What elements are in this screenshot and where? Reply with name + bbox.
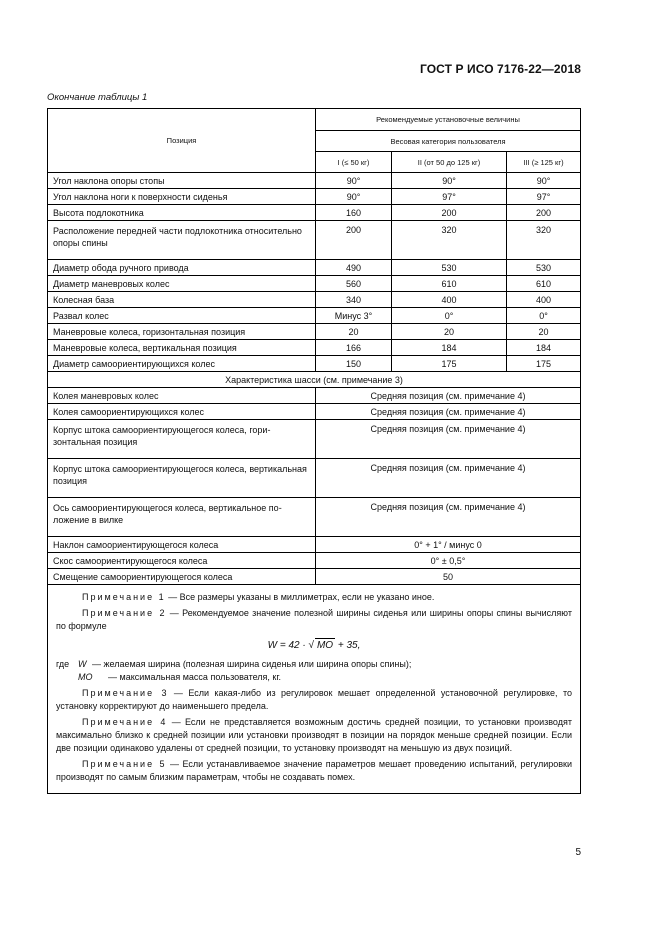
cell-value: 530 <box>392 260 507 276</box>
cell-value: 0° <box>392 308 507 324</box>
header-position: Позиция <box>48 109 316 173</box>
note-4 <box>56 716 572 755</box>
row-label: Скос самоориентирующегося колеса <box>48 553 316 569</box>
table-row <box>48 569 581 585</box>
table-row <box>48 205 581 221</box>
table-row <box>48 221 581 260</box>
where-w <box>56 658 572 671</box>
cell-value: 175 <box>392 356 507 372</box>
cell-value: 0° ± 0,5° <box>316 553 581 569</box>
cell-value: 97° <box>392 189 507 205</box>
note-text: — Если не представляется возможным достичь средней позиции, то установки производят максимально близко к средней позиции или установки производят в позиции на порядок меньше средней позиции. Если две позиции одинаково удалены от средней позиции, то установку производят на меньшую из двух позиций. <box>56 717 572 753</box>
cell-value: 90° <box>392 173 507 189</box>
cell-value: 90° <box>507 173 581 189</box>
cell-value: 20 <box>507 324 581 340</box>
table-row <box>48 388 581 404</box>
table-row <box>48 459 581 498</box>
notes-block <box>48 585 581 794</box>
row-label: Диаметр обода ручного привода <box>48 260 316 276</box>
note-label: Примечание 3 <box>82 688 169 698</box>
symbol-w-description: — желаемая ширина (полезная ширина сиденья или ширина опоры спины); <box>92 659 412 669</box>
row-label: Угол наклона опоры стопы <box>48 173 316 189</box>
cell-value: 90° <box>316 189 392 205</box>
note-2 <box>56 607 572 633</box>
cell-value: 340 <box>316 292 392 308</box>
row-label: Колея маневровых колес <box>48 388 316 404</box>
table-row <box>48 420 581 459</box>
symbol-mo-description: — максимальная масса пользователя, кг. <box>108 672 282 682</box>
symbol-mo: MO <box>78 672 93 682</box>
cell-value: Средняя позиция (см. примечание 4) <box>316 459 581 498</box>
cell-value: 175 <box>507 356 581 372</box>
note-text: — Если устанавливаемое значение параметров мешает проведению испытаний, регулировки производят по самым близким параметрам, чтобы не создавать помех. <box>56 759 572 782</box>
cell-value: Средняя позиция (см. примечание 4) <box>316 420 581 459</box>
symbol-w: W <box>78 659 87 669</box>
cell-value: 97° <box>507 189 581 205</box>
where-word: где <box>56 659 70 669</box>
header-weight-category: Весовая категория пользователя <box>316 131 581 152</box>
chassis-heading: Характеристика шасси (см. примечание 3) <box>48 372 581 388</box>
cell-value: 200 <box>316 221 392 260</box>
note-3 <box>56 687 572 713</box>
cell-value: 184 <box>507 340 581 356</box>
cell-value: Средняя позиция (см. примечание 4) <box>316 404 581 420</box>
row-label: Колея самоориентирующихся колес <box>48 404 316 420</box>
width-formula: W = 42 · √ MO + 35, <box>267 640 361 651</box>
cell-value: 400 <box>507 292 581 308</box>
cell-value: 20 <box>316 324 392 340</box>
header-category-1: I (≤ 50 кг) <box>316 152 392 173</box>
cell-value: 200 <box>507 205 581 221</box>
table-row <box>48 276 581 292</box>
table-row <box>48 404 581 420</box>
table-row <box>48 340 581 356</box>
cell-value: 610 <box>507 276 581 292</box>
notes-row <box>48 585 581 794</box>
table-row <box>48 553 581 569</box>
where-mo <box>56 671 572 684</box>
cell-value: 0° + 1° / минус 0 <box>316 537 581 553</box>
row-label: Угол наклона ноги к поверхности сиденья <box>48 189 316 205</box>
cell-value: 184 <box>392 340 507 356</box>
cell-value: 560 <box>316 276 392 292</box>
cell-value: 150 <box>316 356 392 372</box>
header-recommended: Рекомендуемые установочные величины <box>316 109 581 131</box>
formula-left: W = 42 · <box>267 640 309 651</box>
row-label: Развал колес <box>48 308 316 324</box>
row-label: Высота подлокотника <box>48 205 316 221</box>
table-row <box>48 356 581 372</box>
cell-value: 166 <box>316 340 392 356</box>
cell-value: 320 <box>507 221 581 260</box>
table-row <box>48 308 581 324</box>
cell-value: 0° <box>507 308 581 324</box>
row-label: Колесная база <box>48 292 316 308</box>
note-text: — Все размеры указаны в миллиметрах, если не указано иное. <box>165 592 435 602</box>
note-label: Примечание 1 <box>82 592 166 602</box>
note-label: Примечание 2 <box>82 608 167 618</box>
chassis-heading-row <box>48 372 581 388</box>
row-label: Маневровые колеса, вертикальная позиция <box>48 340 316 356</box>
cell-value: 20 <box>392 324 507 340</box>
row-label: Ось самоориентирующегося колеса, вертикальное положение в вилке <box>48 498 316 537</box>
cell-value: 160 <box>316 205 392 221</box>
specification-table <box>47 108 581 794</box>
cell-value: 90° <box>316 173 392 189</box>
page-number: 5 <box>575 847 581 858</box>
row-label: Диаметр самоориентирующихся колес <box>48 356 316 372</box>
cell-value: 50 <box>316 569 581 585</box>
table-caption: Окончание таблицы 1 <box>47 92 148 103</box>
row-label: Смещение самоориентирующегося колеса <box>48 569 316 585</box>
header-category-2: II (от 50 до 125 кг) <box>392 152 507 173</box>
note-label: Примечание 4 <box>82 717 168 727</box>
row-label: Расположение передней части подлокотника относительно опоры спины <box>48 221 316 260</box>
cell-value: Средняя позиция (см. примечание 4) <box>316 498 581 537</box>
document-header: ГОСТ Р ИСО 7176-22—2018 <box>419 62 581 76</box>
table-row <box>48 260 581 276</box>
note-5 <box>56 758 572 784</box>
cell-value: 610 <box>392 276 507 292</box>
table-row <box>48 292 581 308</box>
cell-value: 320 <box>392 221 507 260</box>
formula-radicand: MO <box>316 640 334 651</box>
row-label: Маневровые колеса, горизонтальная позиция <box>48 324 316 340</box>
table-row <box>48 173 581 189</box>
table-row <box>48 324 581 340</box>
header-category-3: III (≥ 125 кг) <box>507 152 581 173</box>
note-label: Примечание 5 <box>82 759 167 769</box>
cell-value: Средняя позиция (см. примечание 4) <box>316 388 581 404</box>
note-text: — Если какая-либо из регулировок мешает определенной установочной регулировке, то установку корректируют до наименьшего предела. <box>56 688 572 711</box>
cell-value: 490 <box>316 260 392 276</box>
cell-value: 530 <box>507 260 581 276</box>
note-1 <box>56 591 572 604</box>
cell-value: 200 <box>392 205 507 221</box>
cell-value: 400 <box>392 292 507 308</box>
row-label: Наклон самоориентирующегося колеса <box>48 537 316 553</box>
row-label: Диаметр маневровых колес <box>48 276 316 292</box>
table-row <box>48 498 581 537</box>
table-row <box>48 537 581 553</box>
cell-value: Минус 3° <box>316 308 392 324</box>
note-text: — Рекомендуемое значение полезной ширины сиденья или ширины опоры спины вычисляют по формуле <box>56 608 572 631</box>
row-label: Корпус штока самоориентирующегося колеса, вертикальная позиция <box>48 459 316 498</box>
table-row <box>48 189 581 205</box>
row-label: Корпус штока самоориентирующегося колеса, горизонтальная позиция <box>48 420 316 459</box>
formula-right: + 35, <box>335 640 361 651</box>
